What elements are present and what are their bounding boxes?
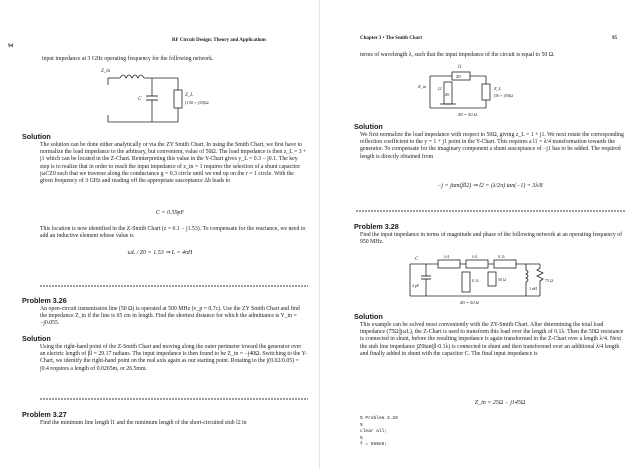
- zl-label: Z_L: [494, 86, 502, 91]
- z0-value-label: Z0 = 50 Ω: [460, 300, 479, 305]
- section-divider: [40, 285, 308, 287]
- code-line: f = 950e6;: [360, 442, 388, 447]
- problem-3-28-heading: Problem 3.28: [354, 222, 399, 231]
- circuit-diagram-network: [390, 254, 570, 306]
- zl-value: (150 + j50)Ω: [185, 100, 209, 105]
- solution-heading: Solution: [22, 132, 51, 141]
- page-number: 95: [612, 36, 617, 41]
- z0-mid-label: Z0: [445, 92, 450, 97]
- capacitor-label: C: [138, 97, 142, 102]
- running-header: RF Circuit Design: Theory and Applications: [172, 38, 267, 43]
- code-line: clear all;: [360, 429, 388, 434]
- problem-3-26-text: An open-circuit transmission line (50 Ω) is operated at 500 MHz (v_p = 0.7c). Use the ZY Smith Chart and find the impedance Z_in if the line is 65 cm in length. Find the shortest distance for which the admittance is Y_in = −j0.055.: [40, 306, 300, 327]
- inductor-label: 1 nH: [529, 286, 537, 291]
- problem-3-27-text: Find the minimum line length l1 and the minimum length of the short-circuited stub l2 in: [40, 420, 247, 426]
- section-divider-2: [40, 398, 308, 400]
- solution-heading-2: Solution: [354, 312, 383, 321]
- solution-paragraph-2: This location is now identified in the Z-Smith Chart (z = 0.1 − j1.53). To compensate for the reactance, we need to add an inductive element whose value is: [40, 226, 306, 240]
- code-line: % Problem 3.28: [360, 416, 398, 421]
- solution-3-28-text: This example can be solved most conveniently with the ZY-Smith Chart. After determining the total load impedance (75Ω||jωL), the Z-Chart is used to transform this load over the length of 0.1λ. Then the 50Ω resistance is connected in shunt, before the resulting impedance is again transformed in the Z-Chart over a length λ/4. Next the stub line impedance jZ0tan(β·0.1λ) is connected in shunt and then transformed over an additional λ/4 length and finally added in shunt with the capacitor C. The final input impedance is: [360, 322, 624, 357]
- equation-stub-length: −j = jtan(βl2) ⇒ l2 = (λ/2π) tan(−1) = 3λ/8: [437, 183, 543, 189]
- circuit-diagram-stub: [416, 64, 546, 118]
- stub-length-label: 0.1λ: [472, 278, 479, 283]
- z0-value-label: Z0 = 50 Ω: [458, 112, 477, 117]
- code-line: %: [360, 435, 363, 441]
- problem-3-26-heading: Problem 3.26: [22, 296, 67, 305]
- solution-text: We first normalize the load impedance with respect to 50Ω, giving z_L = 1 + j1. We next rotate the corresponding reflection coefficient to the y = 1 + j1 point in the Y-Chart. This requires a l1 = λ/4 transformation towards the generator. To compensate for the imaginary component a shunt susceptance of −j1 has to be added. The required length is directly obtained from: [360, 132, 624, 160]
- z0-top-label: Z0: [456, 74, 461, 79]
- zin-label: Z_in: [101, 69, 111, 74]
- solution-paragraph: The solution can be done either analytically or via the ZY Smith Chart. In using the Smith Chart, we first have to normalize the load impedance to the arbitrary, but convenient, value of 50Ω. The load impedance is then z_L = 3 + j1 which can be located in the Z-Chart. Reinterpreting this value in the Y-Chart gives y_L = 0.3 − j0.1. The key step is to realize that in order to reach the input impedance of z_in = 1 requires the selection of a shunt capacitor jωCZ0 such that we traverse along the conductance g = 0.3 circle until we end up on the r = 1 circle. With the given frequency of 3 GHz and reading off the appropriate susceptance Δb leads to: [40, 142, 307, 185]
- intro-text: terms of wavelength λ, such that the input impedance of the circuit is equal to 50 Ω.: [360, 52, 555, 58]
- equation-inductance: ωL / Z0 = 1.53 ⇒ L = 4nH: [127, 250, 193, 256]
- l1-label: l1: [458, 65, 462, 70]
- capacitor-value: 2 pF: [412, 283, 420, 288]
- section-divider: [356, 210, 626, 212]
- line-b-label: λ/4: [472, 254, 478, 259]
- equation-final-impedance: Z_in = 25Ω − j145Ω: [474, 400, 526, 406]
- circuit-diagram-lc: [100, 70, 220, 132]
- intro-text: input impedance at 3 GHz operating frequency for the following network.: [42, 56, 214, 62]
- line-c-label: 0.1λ: [498, 254, 505, 259]
- zl-label: Z_L: [185, 93, 194, 98]
- right-page: [320, 0, 638, 469]
- code-line: %: [360, 422, 363, 428]
- code-listing: [360, 416, 398, 449]
- capacitor-label: C: [415, 257, 419, 262]
- running-header: Chapter 3 • The Smith Chart: [360, 36, 422, 41]
- solution-heading: Solution: [354, 122, 383, 131]
- line-a-label: λ/4: [444, 254, 450, 259]
- l2-label: l2: [438, 86, 442, 91]
- solution-heading-2: Solution: [22, 334, 51, 343]
- problem-3-28-text: Find the input impedance in terms of magnitude and phase of the following network at an operating frequency of 950 MHz.: [360, 232, 623, 246]
- page-number: 94: [8, 44, 13, 49]
- zl-value: (50 + j50)Ω: [494, 93, 514, 98]
- solution-3-26-text: Using the right-hand point of the Z-Smith Chart and moving along the outer perimeter toward the generator over an electric length of βl = 29.17 radians. The input impedance is then found to be Z_in = −j40Ω. Switching to the Y-Chart, we identify the right-hand point on the real axis again as our starting point. Rotating to the j(0.02/0.05) = j0.4 requires a length of 0.0265m, or 26.5mm.: [40, 344, 308, 372]
- resistor-75-label: 75 Ω: [545, 278, 553, 283]
- equation-capacitance: C = 0.59pF: [155, 210, 185, 216]
- zin-label: Z_in: [418, 84, 427, 89]
- problem-3-27-heading: Problem 3.27: [22, 410, 67, 419]
- resistor-50-label: 50 Ω: [498, 277, 506, 282]
